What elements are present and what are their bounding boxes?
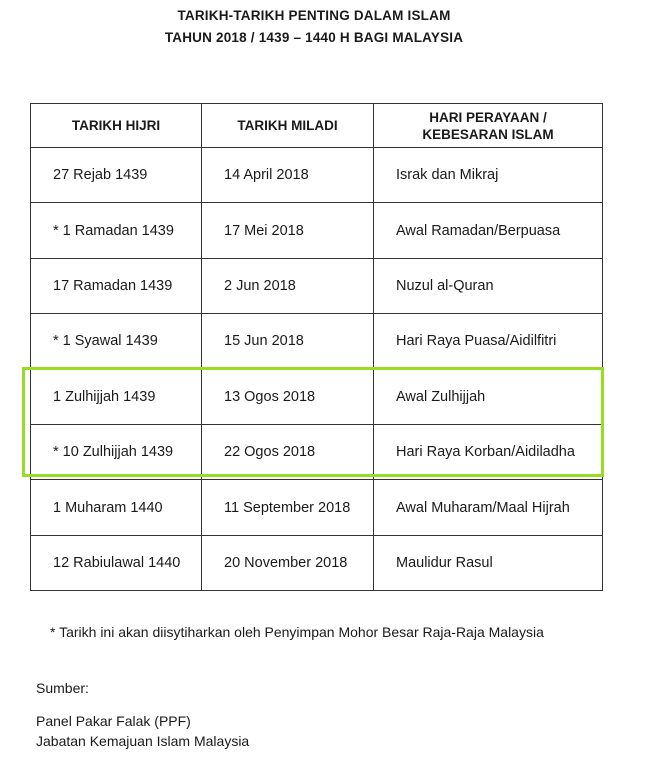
table-row xyxy=(31,258,603,313)
hijri-date-cell: 17 Ramadan 1439 xyxy=(31,258,202,313)
document-subtitle: TAHUN 2018 / 1439 – 1440 H BAGI MALAYSIA xyxy=(164,30,464,45)
header-event-line1: HARI PERAYAAN / xyxy=(429,109,547,125)
event-cell: Israk dan Mikraj xyxy=(374,148,603,203)
table-row xyxy=(31,424,603,479)
event-cell: Awal Ramadan/Berpuasa xyxy=(374,203,603,258)
table-row xyxy=(31,480,603,535)
document-title: TARIKH-TARIKH PENTING DALAM ISLAM xyxy=(177,8,451,23)
gregorian-date-cell: 11 September 2018 xyxy=(202,480,374,535)
hijri-date-cell: 27 Rejab 1439 xyxy=(31,148,202,203)
table-row xyxy=(31,203,603,258)
hijri-date-cell: * 10 Zulhijjah 1439 xyxy=(31,424,202,479)
gregorian-date-cell: 22 Ogos 2018 xyxy=(202,424,374,479)
header-hijri-date: TARIKH HIJRI xyxy=(31,104,202,148)
gregorian-date-cell: 2 Jun 2018 xyxy=(202,258,374,313)
gregorian-date-cell: 14 April 2018 xyxy=(202,148,374,203)
event-cell: Nuzul al-Quran xyxy=(374,258,603,313)
hijri-date-cell: 12 Rabiulawal 1440 xyxy=(31,535,202,590)
gregorian-date-cell: 20 November 2018 xyxy=(202,535,374,590)
hijri-date-cell: * 1 Syawal 1439 xyxy=(31,314,202,369)
hijri-date-cell: * 1 Ramadan 1439 xyxy=(31,203,202,258)
hijri-date-cell: 1 Muharam 1440 xyxy=(31,480,202,535)
header-gregorian-date: TARIKH MILADI xyxy=(202,104,374,148)
header-event-line2: KEBESARAN ISLAM xyxy=(422,126,554,142)
event-cell: Hari Raya Korban/Aidiladha xyxy=(374,424,603,479)
event-cell: Hari Raya Puasa/Aidilfitri xyxy=(374,314,603,369)
event-cell: Awal Zulhijjah xyxy=(374,369,603,424)
source-organization-1: Panel Pakar Falak (PPF) xyxy=(36,713,191,729)
event-cell: Maulidur Rasul xyxy=(374,535,603,590)
hijri-date-cell: 1 Zulhijjah 1439 xyxy=(31,369,202,424)
footnote: * Tarikh ini akan diisytiharkan oleh Penyimpan Mohor Besar Raja-Raja Malaysia xyxy=(50,624,544,640)
source-organization-2: Jabatan Kemajuan Islam Malaysia xyxy=(36,733,250,749)
header-event xyxy=(374,104,603,148)
source-label: Sumber: xyxy=(36,680,89,696)
table-row xyxy=(31,369,603,424)
important-dates-table xyxy=(30,103,603,591)
table-row xyxy=(31,535,603,590)
table-row xyxy=(31,314,603,369)
table-header-row xyxy=(31,104,603,148)
table-row xyxy=(31,148,603,203)
gregorian-date-cell: 17 Mei 2018 xyxy=(202,203,374,258)
gregorian-date-cell: 13 Ogos 2018 xyxy=(202,369,374,424)
event-cell: Awal Muharam/Maal Hijrah xyxy=(374,480,603,535)
gregorian-date-cell: 15 Jun 2018 xyxy=(202,314,374,369)
